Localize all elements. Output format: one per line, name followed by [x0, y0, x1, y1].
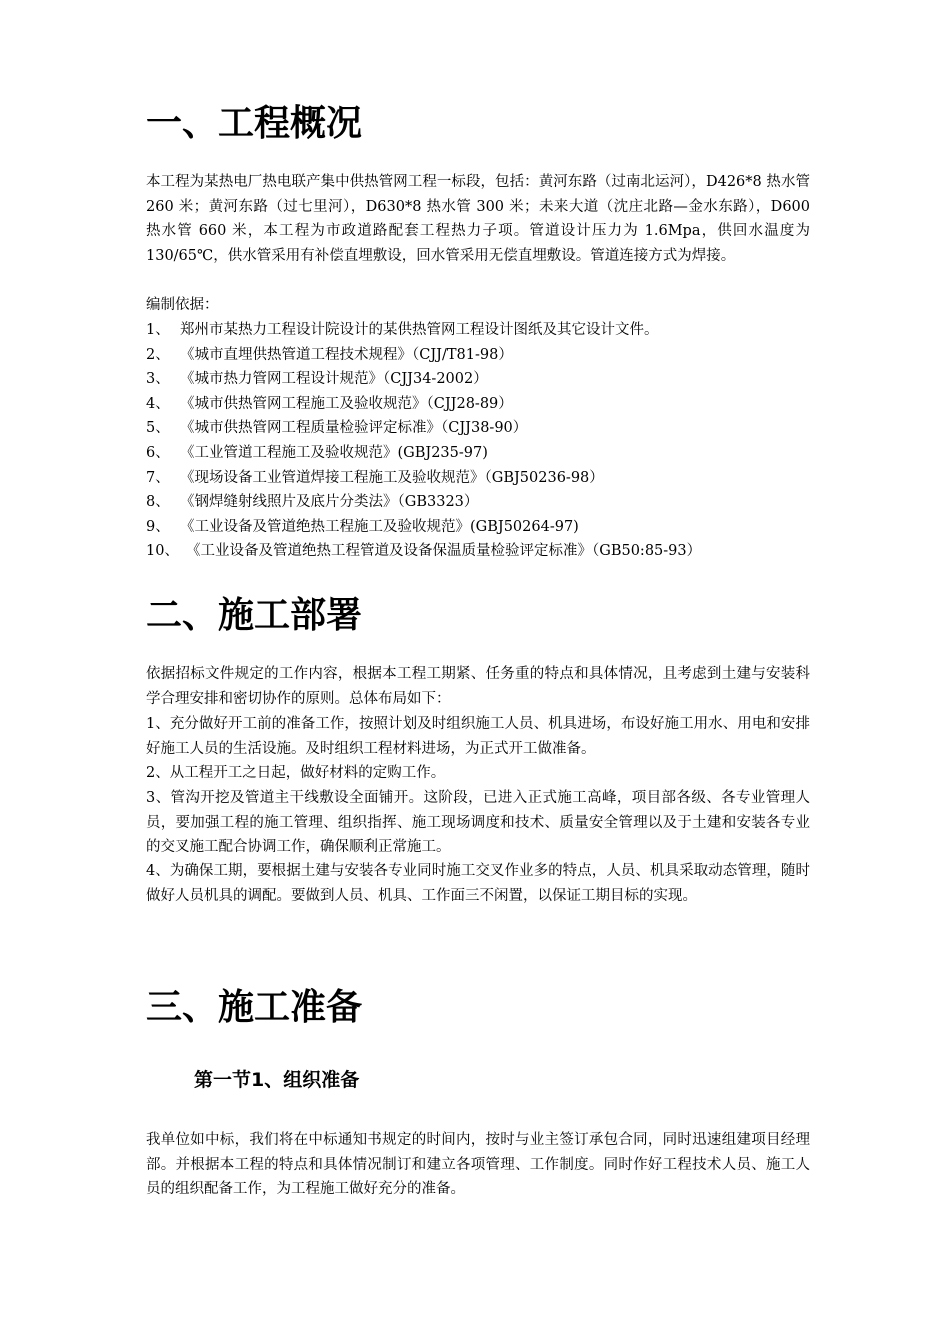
list-item-number: 3、 [146, 371, 170, 388]
deployment-item: 3、管沟开挖及管道主干线敷设全面铺开。这阶段，已进入正式施工高峰，项目部各级、各专业管理人员，要加强工程的施工管理、组织指挥、施工现场调度和技术、质量安全管理以及于土建和安装各专业的交叉施工配合协调工作，确保顺利正常施工。 [146, 790, 810, 856]
list-item [146, 343, 826, 368]
list-item [146, 515, 826, 540]
list-item-text: 《钢焊缝射线照片及底片分类法》（GB3323） [180, 494, 479, 511]
list-item-number: 9、 [146, 518, 170, 535]
list-item-text: 《工业管道工程施工及验收规范》(GBJ235-97) [180, 444, 488, 461]
list-item-number: 10、 [146, 543, 179, 560]
list-item-text: 《城市直埋供热管道工程技术规程》（CJJ/T81-98） [180, 346, 513, 363]
list-item-number: 5、 [146, 420, 170, 437]
list-item-text: 《城市供热管网工程施工及验收规范》（CJJ28-89） [180, 395, 513, 412]
list-item [146, 367, 826, 392]
list-item-text: 《现场设备工业管道焊接工程施工及验收规范》（GBJ50236-98） [180, 469, 604, 486]
list-item-number: 8、 [146, 494, 170, 511]
section-1-title: 一、工程概况 [146, 102, 363, 144]
subsection-title: 第一节1、组织准备 [194, 1069, 360, 1091]
basis-list [146, 318, 826, 564]
section-2-intro: 依据招标文件规定的工作内容，根据本工程工期紧、任务重的特点和具体情况，且考虑到土建与安装科学合理安排和密切协作的原则。总体布局如下： [146, 666, 810, 707]
list-item-text: 《城市供热管网工程质量检验评定标准》（CJJ38-90） [180, 420, 528, 437]
list-item [146, 392, 826, 417]
list-item-number: 6、 [146, 444, 170, 461]
section-1-intro: 本工程为某热电厂热电联产集中供热管网工程一标段，包括：黄河东路（过南北运河），D426*8 热水管 260 米；黄河东路（过七里河），D630*8 热水管 300 米；未来大道（沈庄北路—金水东路），D600 热水管 660 米，本工程为市政道路配套工程热力子项。管道设计压力为 1.6Mpa，供回水温度为 130/65℃，供水管采用有补偿直埋敷设，回水管采用无偿直埋敷设。管道连接方式为焊接。 [146, 174, 810, 264]
basis-label: 编制依据： [146, 297, 219, 313]
list-item [146, 539, 826, 564]
deployment-item: 2、从工程开工之日起，做好材料的定购工作。 [146, 765, 446, 781]
list-item [146, 441, 826, 466]
section-3-paragraph: 我单位如中标，我们将在中标通知书规定的时间内，按时与业主签订承包合同，同时迅速组建项目经理部。并根据本工程的特点和具体情况制订和建立各项管理、工作制度。同时作好工程技术人员、施工人员的组织配备工作，为工程施工做好充分的准备。 [146, 1132, 810, 1198]
list-item-number: 1、 [146, 322, 170, 338]
list-item [146, 466, 826, 491]
section-3-title: 三、施工准备 [146, 986, 363, 1028]
list-item-number: 4、 [146, 395, 170, 412]
list-item [146, 416, 826, 441]
list-item-text: 《城市热力管网工程设计规范》（CJJ34-2002） [180, 371, 488, 388]
list-item-number: 2、 [146, 346, 170, 363]
list-item [146, 490, 826, 515]
list-item-number: 7、 [146, 469, 170, 486]
deployment-item: 4、为确保工期，要根据土建与安装各专业同时施工交叉作业多的特点，人员、机具采取动态管理，随时做好人员机具的调配。要做到人员、机具、工作面三不闲置，以保证工期目标的实现。 [146, 863, 810, 904]
deployment-item: 1、充分做好开工前的准备工作，按照计划及时组织施工人员、机具进场，布设好施工用水、用电和安排好施工人员的生活设施。及时组织工程材料进场，为正式开工做准备。 [146, 716, 810, 757]
list-item-text: 《工业设备及管道绝热工程管道及设备保温质量检验评定标准》（GB50:85-93） [186, 543, 702, 560]
list-item [146, 318, 826, 343]
section-2-title: 二、施工部署 [146, 594, 363, 636]
list-item-text: 《工业设备及管道绝热工程施工及验收规范》(GBJ50264-97) [180, 518, 579, 535]
list-item-text: 郑州市某热力工程设计院设计的某供热管网工程设计图纸及其它设计文件。 [180, 322, 659, 338]
